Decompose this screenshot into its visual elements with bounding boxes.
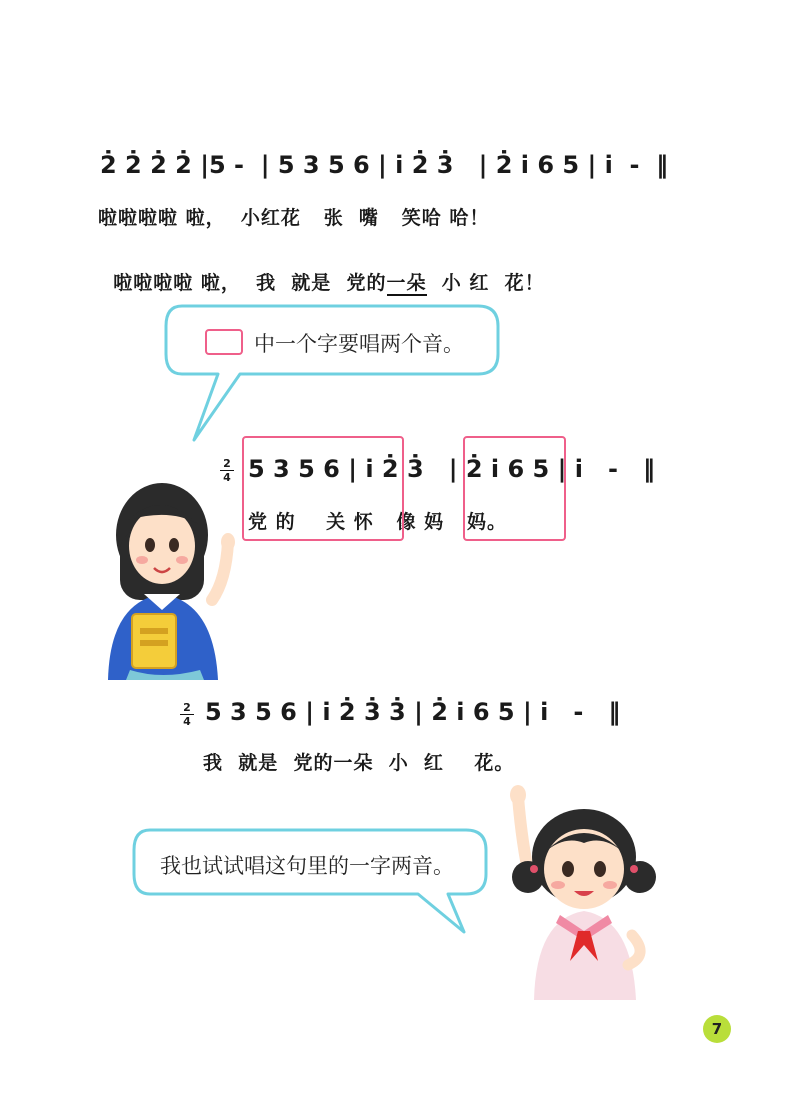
bubble1-text: 中一个字要唱两个音。 [254,332,464,356]
blank-box-icon [205,329,243,355]
time-sig-bottom: 4 [183,715,191,728]
score3-lyrics: 我 就是 党的一朵 小 红 花。 [203,752,515,774]
score1-lyrics-line1: 啦啦啦啦 啦， 小红花 张 嘴 笑哈 哈！ [98,207,490,229]
score1-lyrics-line2-post: 小 红 花！ [426,272,545,294]
score3-time-signature [180,702,194,727]
score1-lyrics-underlined: 一朵 [386,272,427,294]
bubble2-text: 我也试试唱这句里的一字两音。 [160,854,454,878]
highlight-box-left [242,436,404,541]
time-sig-bottom: 4 [223,471,231,484]
score3-notation: 5 3 5 6 | i̇ 2̇ 3̇ 3̇ | 2̇ i̇ 6 5 | i̇ - ‖ [205,698,621,726]
speech-bubble-2 [128,824,493,939]
girl-pointing-illustration [100,480,250,680]
highlight-box-right [463,436,566,541]
speech-bubble-1 [160,300,505,445]
score1-lyrics-line2 [98,246,545,295]
time-sig-top: 2 [183,701,191,714]
girl-waving-illustration [500,785,660,1000]
score2-lyrics: 党 的 关 怀 像 妈 妈。 [248,511,507,533]
score1-notation: 2̇ 2̇ 2̇ 2̇ |5 - | 5 3 5 6 | i̇ 2̇ 3̇ | 2̇ i̇ 6 5 | i̇ - ‖ [100,151,669,179]
score2-notation: 5 3 5 6 | i̇ 2̇ 3̇ | 2̇ i̇ 6 5 | i̇ - ‖ [248,455,656,483]
time-sig-top: 2 [223,457,231,470]
page-number-badge: 7 [703,1015,731,1043]
score1-lyrics-line2-pre: 啦啦啦啦 啦， 我 就是 党的 [113,272,387,294]
